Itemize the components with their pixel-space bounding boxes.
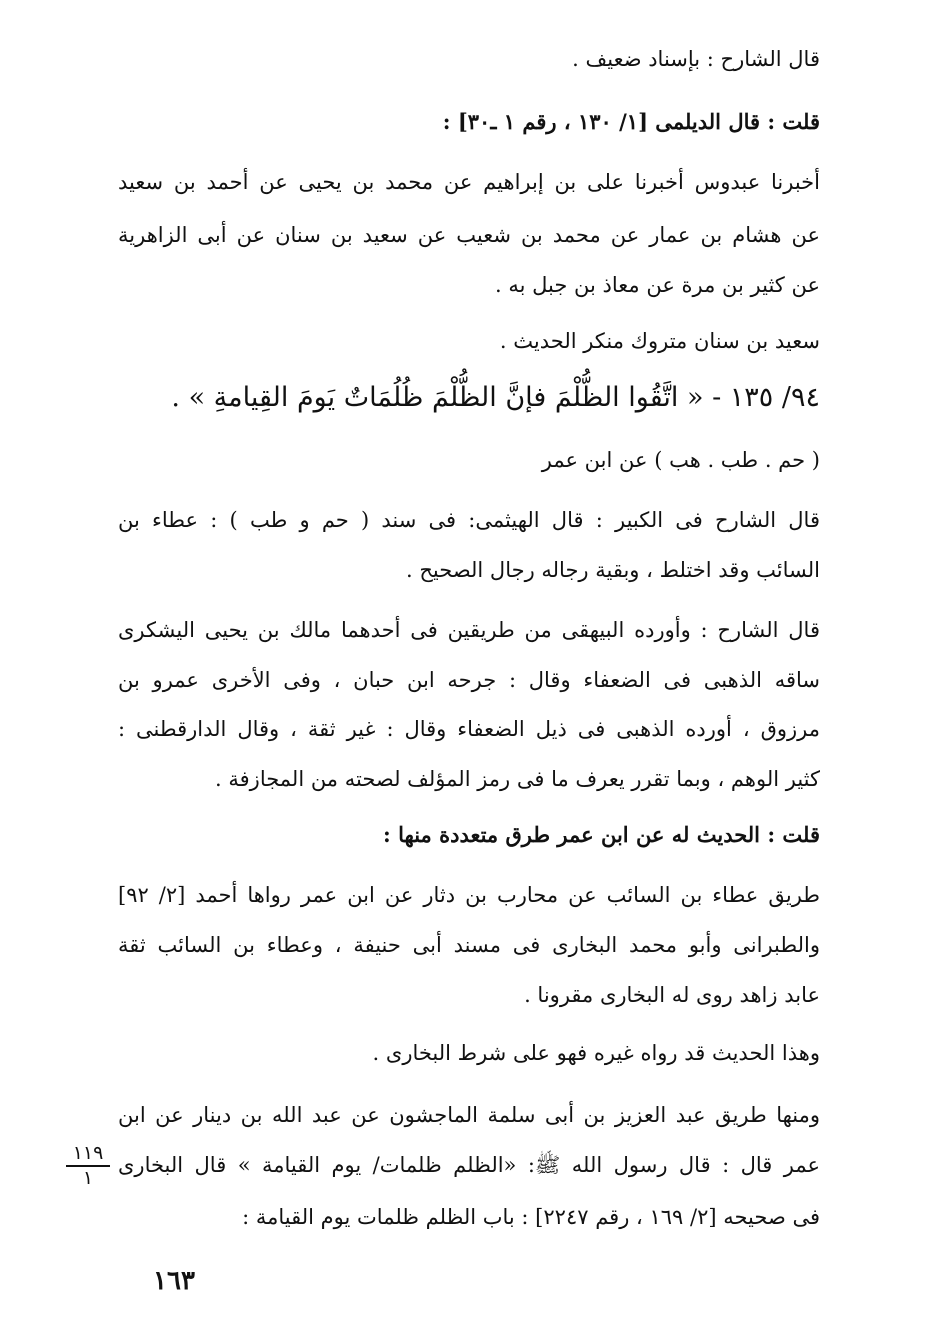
text-line: قال الشارح : بإسناد ضعيف . <box>572 47 820 71</box>
text-line: قال الشارح فى الكبير : قال الهيثمى: فى سند ( حم و طب ) : عطاء بن <box>118 508 820 532</box>
text-line: عن كثير بن مرة عن معاذ بن جبل به . <box>495 273 820 297</box>
text-line: والطبرانى وأبو محمد البخارى فى مسند أبى حنيفة ، وعطاء بن السائب ثقة <box>118 933 820 957</box>
text-line: عابد زاهد روى له البخارى مقرونا . <box>524 983 820 1007</box>
text-line: قلت : قال الديلمى [١/ ١٣٠ ، رقم ١ ـ٣٠] : <box>442 109 820 134</box>
margin-reference <box>66 1142 110 1189</box>
text-line: عن هشام بن عمار عن محمد بن شعيب عن سعيد بن سنان عن أبى الزاهرية <box>118 223 820 247</box>
text-line: مرزوق ، أورده الذهبى فى ذيل الضعفاء وقال : غير ثقة ، وقال الدارقطنى : <box>118 717 820 741</box>
text-line: أخبرنا عبدوس أخبرنا على بن إبراهيم عن محمد بن يحيى عن أحمد بن سعيد <box>118 170 820 194</box>
source-abbreviations: ( حم . طب . هب ) عن ابن عمر <box>541 448 820 472</box>
text-line: وهذا الحديث قد رواه غيره فهو على شرط البخارى . <box>372 1041 820 1065</box>
text-line: السائب وقد اختلط ، وبقية رجاله رجال الصحيح . <box>406 558 820 582</box>
text-line: قال الشارح : وأورده البيهقى من طريقين فى أحدهما مالك بن يحيى اليشكرى <box>118 618 820 642</box>
margin-reference-top: ١١٩ <box>66 1142 110 1167</box>
text-line: كثير الوهم ، وبما تقرر يعرف ما فى رمز المؤلف لصحته من المجازفة . <box>215 767 820 791</box>
text-line: قلت : الحديث له عن ابن عمر طرق متعددة منها : <box>383 822 820 847</box>
hadith-heading: ٩٤/ ١٣٥ - « اتَّقُوا الظُّلْمَ فإنَّ الظُّلْمَ ظُلُمَاتٌ يَومَ القِيامةِ » . <box>171 382 820 413</box>
page-number-container <box>0 1266 932 1296</box>
text-line: طريق عطاء بن السائب عن محارب بن دثار عن ابن عمر رواها أحمد [٢/ ٩٢] <box>118 883 820 907</box>
text-line: ومنها طريق عبد العزيز بن أبى سلمة الماجشون عن عبد الله بن دينار عن ابن <box>118 1103 820 1127</box>
page-number: ١٦٣ <box>153 1266 195 1296</box>
text-line: ساقه الذهبى فى الضعفاء وقال : جرحه ابن حبان ، وفى الأخرى عمرو بن <box>118 668 820 692</box>
margin-reference-bottom: ١ <box>82 1167 94 1189</box>
text-line: فى صحيحه [٢/ ١٦٩ ، رقم ٢٢٤٧] : باب الظلم ظلمات يوم القيامة : <box>242 1205 820 1229</box>
text-line: سعيد بن سنان متروك منكر الحديث . <box>499 329 820 353</box>
text-line: عمر قال : قال رسول الله ﷺ: «الظلم ظلمات/ يوم القيامة » قال البخارى <box>118 1153 820 1177</box>
